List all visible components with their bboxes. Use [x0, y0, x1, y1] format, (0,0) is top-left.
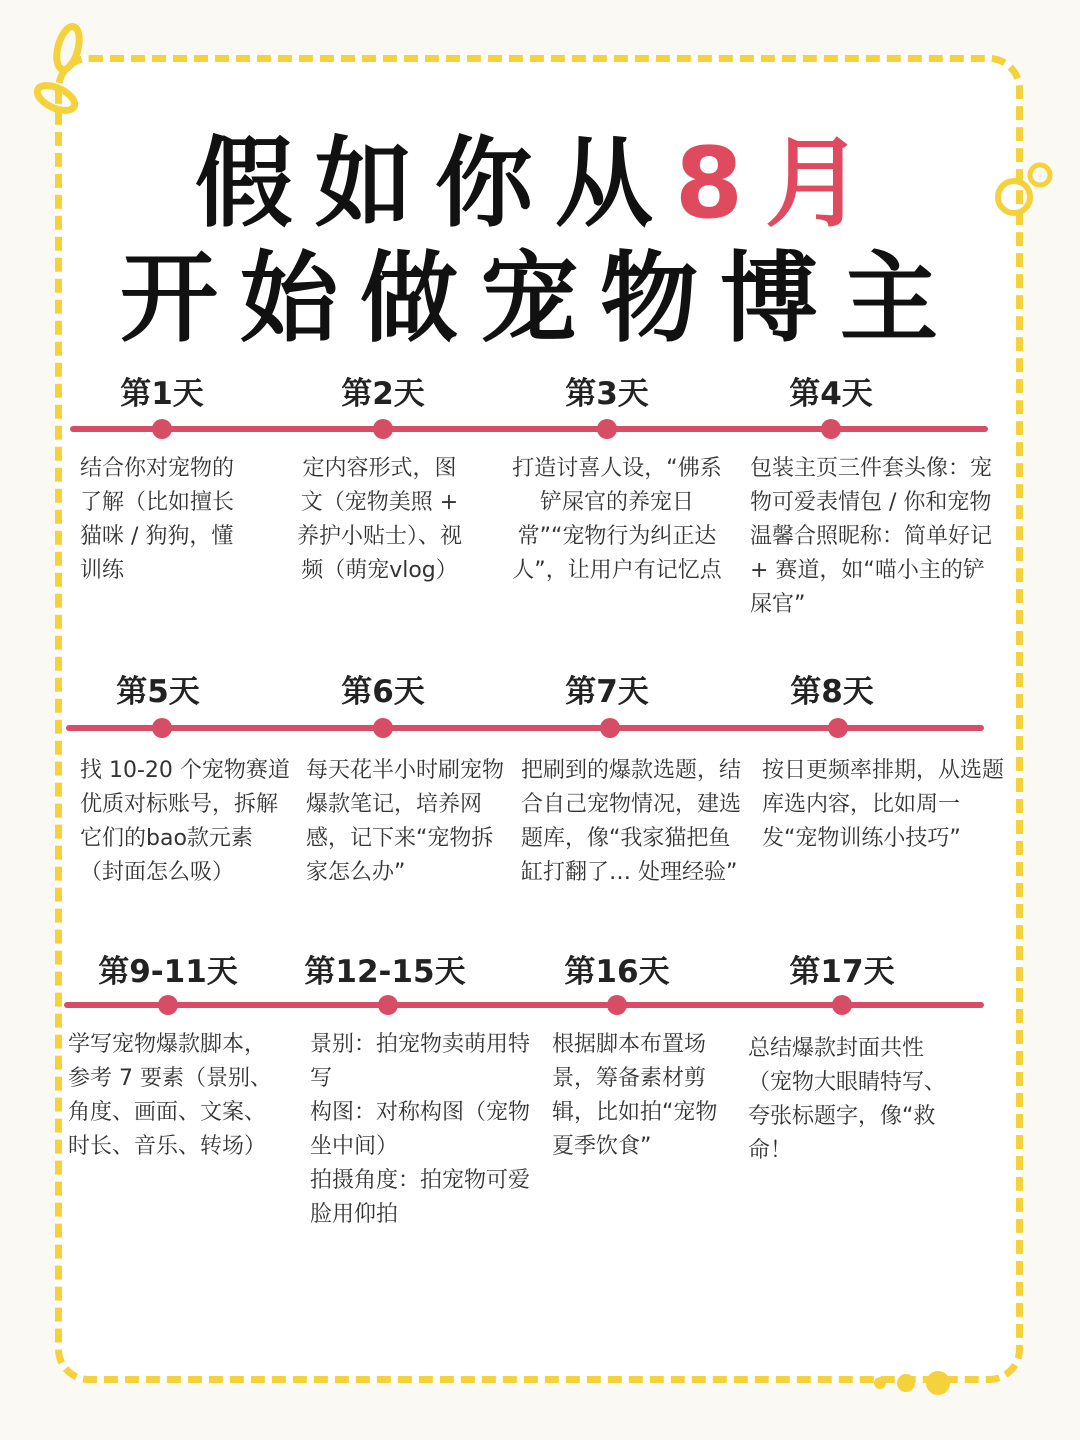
title-prefix: 假如你从	[194, 127, 675, 241]
timeline-row-3	[0, 940, 1080, 1240]
step-day-label: 第7天	[565, 674, 649, 710]
step-description: 定内容形式，图文（宠物美照 + 养护小贴士）、视频（萌宠vlog）	[296, 456, 462, 583]
timeline-dot	[821, 419, 841, 439]
timeline-dot	[152, 419, 172, 439]
timeline-line	[70, 426, 988, 432]
step-day-label: 第1天	[120, 376, 204, 412]
step-day-label: 第17天	[789, 954, 895, 990]
step-description: 包装主页三件套头像：宠物可爱表情包 / 你和宠物温馨合照昵称：简单好记 + 赛道，如“喵小主的铲屎官”	[750, 456, 993, 617]
timeline-row-1	[0, 360, 1080, 660]
step-day-label: 第6天	[341, 674, 425, 710]
dots-decoration-icon	[868, 1365, 958, 1405]
step-day-label: 第4天	[789, 376, 873, 412]
step-day-label: 第3天	[565, 376, 649, 412]
step-description: 结合你对宠物的了解（比如擅长猫咪 / 狗狗，懂训练	[80, 456, 235, 583]
step-day-label: 第9-11天	[98, 954, 238, 990]
step-day-label: 第16天	[564, 954, 670, 990]
step-day-label: 第12-15天	[304, 954, 466, 990]
timeline-dot	[158, 995, 178, 1015]
timeline-row-2	[0, 658, 1080, 958]
step-day-label: 第8天	[790, 674, 874, 710]
timeline-dot	[373, 718, 393, 738]
step-description: 每天花半小时刷宠物爆款笔记，培养网感，记下来“宠物拆家怎么办”	[306, 758, 505, 885]
step-description: 景别：拍宠物卖萌用特写 构图：对称构图（宠物坐中间） 拍摄角度：拍宠物可爱脸用仰拍	[310, 1032, 531, 1227]
step-description: 学写宠物爆款脚本，参考 7 要素（景别、角度、画面、文案、时长、音乐、转场）	[68, 1032, 272, 1159]
step-description: 总结爆款封面共性（宠物大眼睛特写、夸张标题字，像“救命！	[748, 1036, 947, 1163]
step-description: 把刷到的爆款选题，结合自己宠物情况，建选题库，像“我家猫把鱼缸打翻了… 处理经验”	[521, 758, 742, 885]
step-description: 找 10-20 个宠物赛道优质对标账号，拆解它们的bao款元素（封面怎么吸）	[80, 758, 290, 885]
step-description: 根据脚本布置场景，筹备素材剪辑，比如拍“宠物夏季饮食”	[552, 1032, 718, 1159]
timeline-dot	[600, 718, 620, 738]
step-day-label: 第5天	[116, 674, 200, 710]
timeline-dot	[378, 995, 398, 1015]
step-description: 打造讨喜人设，“佛系铲屎官的养宠日常”“宠物行为纠正达人”，让用户有记忆点	[512, 456, 722, 583]
timeline-dot	[152, 718, 172, 738]
timeline-dot	[607, 995, 627, 1015]
timeline-dot	[828, 718, 848, 738]
step-description: 按日更频率排期，从选题库选内容，比如周一发“宠物训练小技巧”	[762, 758, 1005, 851]
title-accent: 8月	[674, 127, 886, 241]
timeline-dot	[373, 419, 393, 439]
timeline-dot	[832, 995, 852, 1015]
page-title-line-2: 开始做宠物博主	[119, 242, 960, 356]
timeline-dot	[597, 419, 617, 439]
step-day-label: 第2天	[341, 376, 425, 412]
